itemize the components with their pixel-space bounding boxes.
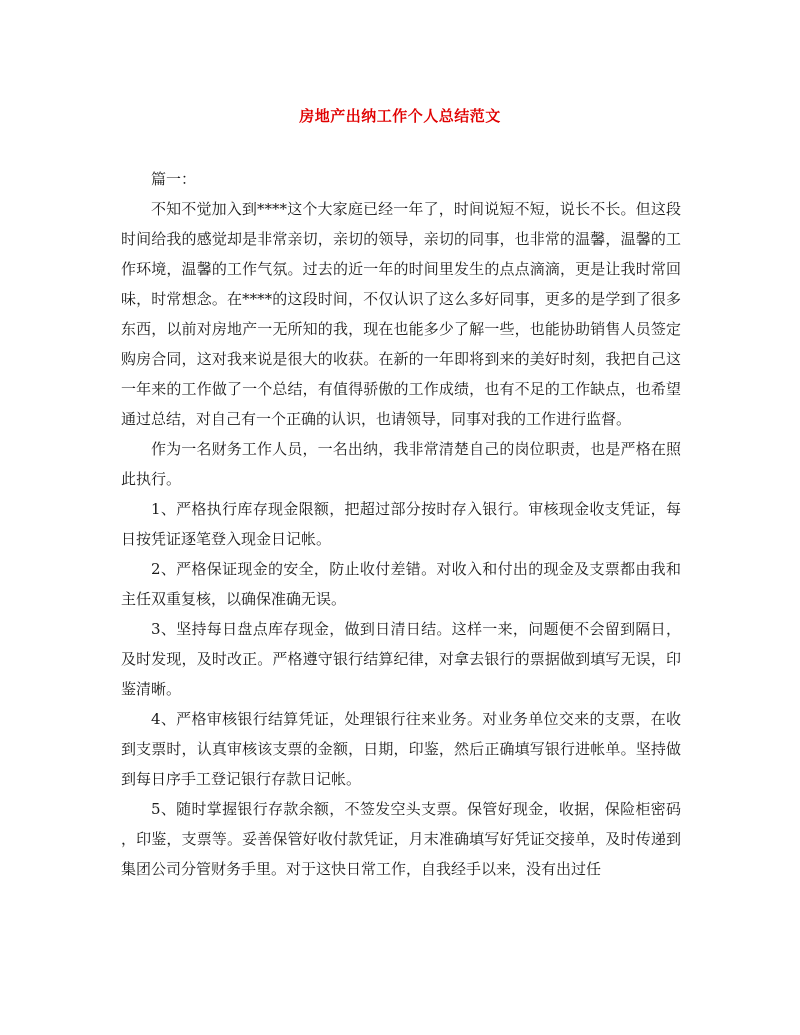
paragraph-item-2: 2、严格保证现金的安全，防止收付差错。对收入和付出的现金及支票都由我和主任双重复核，以确保准确无误。: [121, 560, 681, 608]
paragraph-item-3: 3、坚持每日盘点库存现金，做到日清日结。这样一来，问题便不会留到隔日，及时发现，及时改正。严格遵守银行结算纪律，对拿去银行的票据做到填写无误，印鉴清晰。: [121, 620, 681, 698]
section-heading: 篇一：: [151, 170, 197, 188]
document-body: [121, 164, 681, 884]
paragraph-item-4: 4、严格审核银行结算凭证，处理银行往来业务。对业务单位交来的支票，在收到支票时，认真审核该支票的金额，日期，印鉴，然后正确填写银行进帐单。坚持做到每日序手工登记银行存款日记帐。: [121, 710, 681, 788]
paragraph-item-1: 1、严格执行库存现金限额，把超过部分按时存入银行。审核现金收支凭证，每日按凭证逐笔登入现金日记帐。: [121, 500, 681, 548]
paragraph-intro: 不知不觉加入到****这个大家庭已经一年了，时间说短不短，说长不长。但这段时间给我的感觉却是非常亲切，亲切的领导，亲切的同事，也非常的温馨，温馨的工作环境，温馨的工作气氛。过去的近一年的时间里发生的点点滴滴，更是让我时常回味，时常想念。在****的这段时间，不仅认识了这么多好同事，更多的是学到了很多东西，以前对房地产一无所知的我，现在也能多少了解一些，也能协助销售人员签定购房合同，这对我来说是很大的收获。在新的一年即将到来的美好时刻，我把自己这一年来的工作做了一个总结，有值得骄傲的工作成绩，也有不足的工作缺点，也希望通过总结，对自己有一个正确的认识，也请领导，同事对我的工作进行监督。: [121, 200, 681, 428]
paragraph-duties-intro: 作为一名财务工作人员，一名出纳，我非常清楚自己的岗位职责，也是严格在照此执行。: [121, 440, 681, 488]
document-title: 房地产出纳工作个人总结范文: [299, 107, 501, 125]
paragraph-item-5: 5、随时掌握银行存款余额，不签发空头支票。保管好现金，收据，保险柜密码，印鉴，支票等。妥善保管好收付款凭证，月末准确填写好凭证交接单，及时传递到集团公司分管财务手里。对于这快日常工作，自我经手以来，没有出过任: [121, 800, 681, 878]
